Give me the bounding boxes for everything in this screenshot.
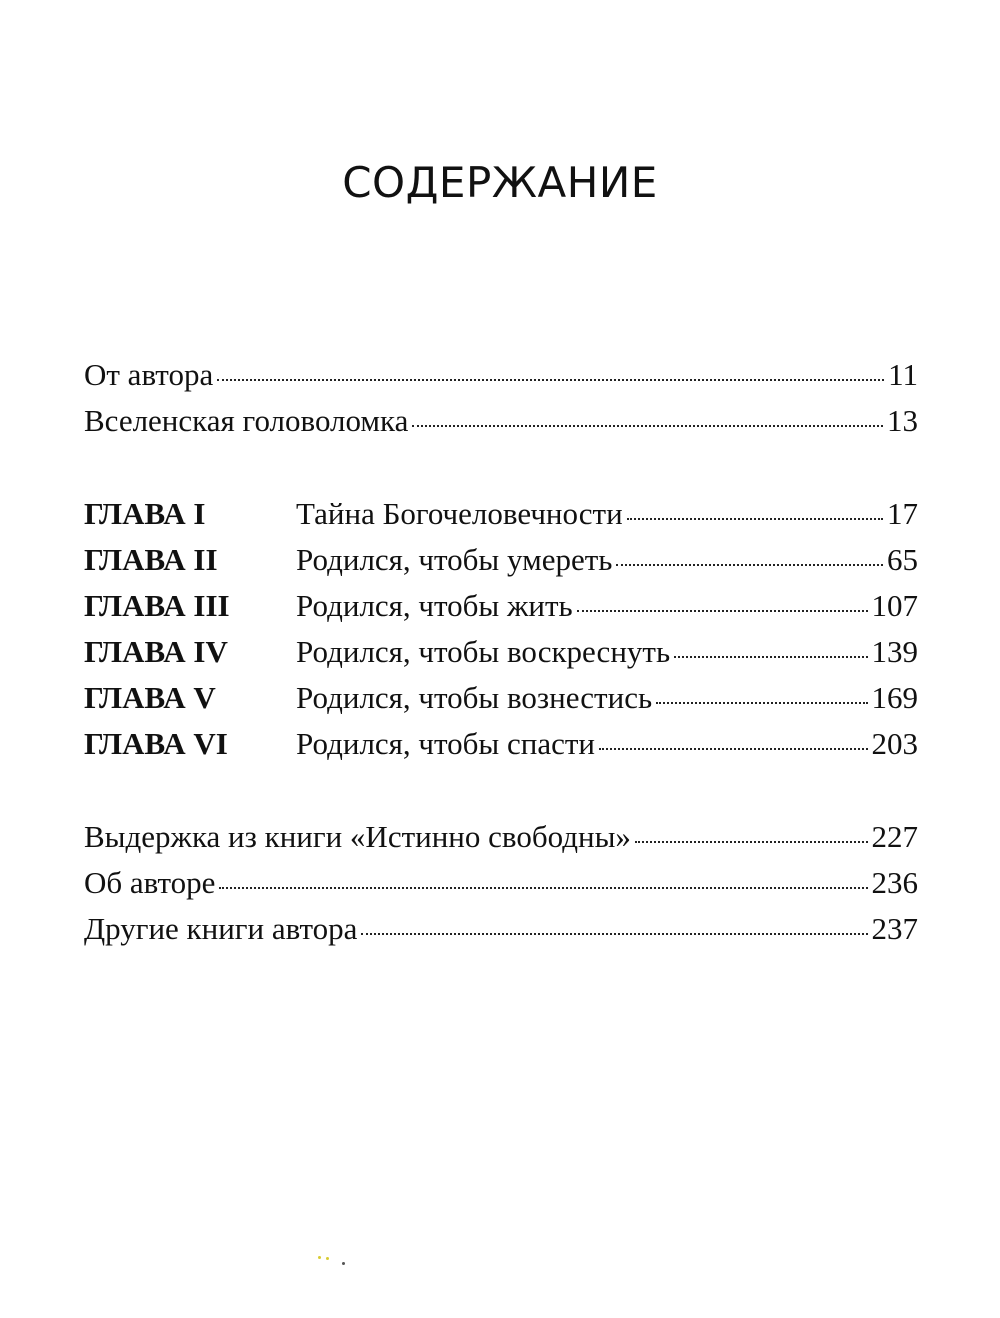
toc-entry-label: Другие книги автора [84,911,358,946]
dot-leader [219,887,867,889]
toc-entry-label: Родился, чтобы воскреснуть [296,634,671,669]
toc-entry-label: От автора [84,357,214,392]
dot-leader [217,379,884,381]
toc-entry-page: 227 [871,819,918,854]
scan-speck [342,1262,345,1265]
toc-entry-label: Тайна Богочеловечности [296,496,623,531]
toc-entry-page: 169 [871,680,918,715]
toc-entry-page: 237 [871,911,918,946]
dot-leader [616,564,883,566]
dot-leader [635,841,868,843]
toc-entry-page: 203 [871,726,918,761]
toc-entry-other-books[interactable] [84,911,918,951]
toc-entry-page: 107 [871,588,918,623]
chapter-number: ГЛАВА IV [84,634,228,669]
toc-entry-chapter-5[interactable] [84,680,918,720]
dot-leader [361,933,867,935]
chapter-number: ГЛАВА V [84,680,216,715]
chapter-number: ГЛАВА VI [84,726,228,761]
chapter-number: ГЛАВА I [84,496,206,531]
toc-entry-label: Выдержка из книги «Истинно свободны» [84,819,631,854]
toc-entry-page: 17 [887,496,918,531]
toc-entry-about-author[interactable] [84,865,918,905]
dot-leader [656,702,867,704]
toc-entry-from-author[interactable] [84,357,918,397]
dot-leader [577,610,868,612]
dot-leader [627,518,883,520]
toc-entry-page: 13 [887,403,918,438]
toc-entry-page: 139 [871,634,918,669]
toc-entry-page: 11 [888,357,918,392]
dot-leader [599,748,867,750]
toc-entry-chapter-1[interactable] [84,496,918,536]
dot-leader [412,425,883,427]
page-title: СОДЕРЖАНИЕ [342,158,658,207]
toc-entry-excerpt[interactable] [84,819,918,859]
toc-entry-page: 65 [887,542,918,577]
toc-entry-label: Родился, чтобы спасти [296,726,596,761]
toc-entry-universal-puzzle[interactable] [84,403,918,443]
toc-entry-chapter-2[interactable] [84,542,918,582]
toc-entry-label: Родился, чтобы умереть [296,542,613,577]
chapter-number: ГЛАВА III [84,588,230,623]
toc-entry-chapter-4[interactable] [84,634,918,674]
scan-speck [318,1256,321,1259]
dot-leader [674,656,867,658]
toc-entry-chapter-3[interactable] [84,588,918,628]
toc-entry-label: Вселенская головоломка [84,403,409,438]
toc-entry-chapter-6[interactable] [84,726,918,766]
scan-speck [326,1257,329,1260]
toc-entry-label: Родился, чтобы вознестись [296,680,653,715]
toc-entry-label: Родился, чтобы жить [296,588,573,623]
chapter-number: ГЛАВА II [84,542,218,577]
toc-entry-page: 236 [871,865,918,900]
toc-entry-label: Об авторе [84,865,216,900]
